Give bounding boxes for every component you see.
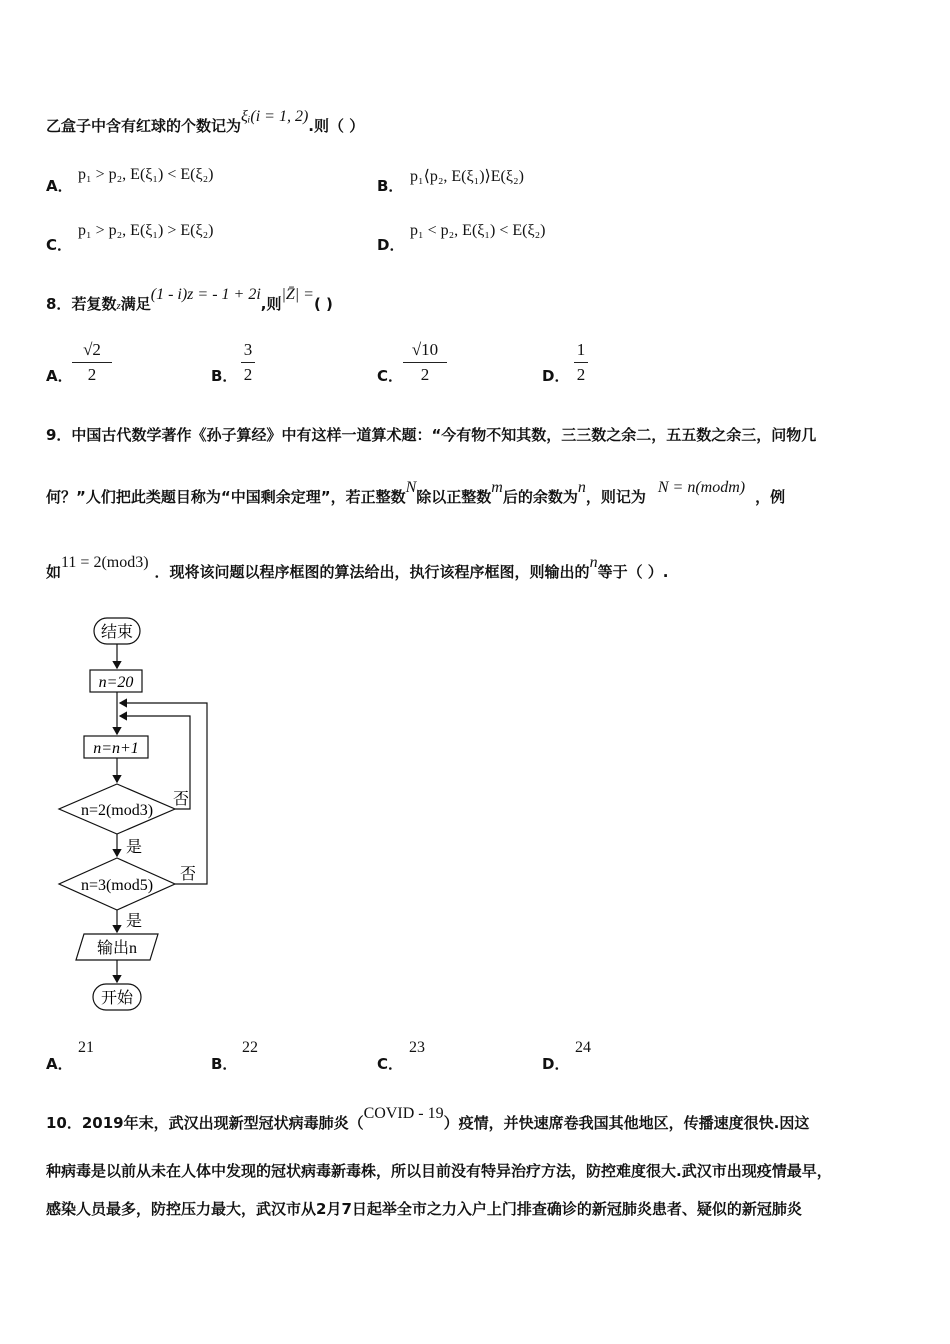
q7-option-c-value: p₁ > p₂, E(ξ₁) > E(ξ₂) (78, 222, 214, 239)
flowchart (50, 608, 290, 1018)
q8-stem (46, 286, 333, 314)
q9-option-b-value: 22 (242, 1039, 258, 1056)
q10-line1b: ）疫情，并快速席卷我国其他地区，传播速度很快.因这 (443, 1114, 810, 1132)
flowchart-init-text: n=20 (98, 674, 134, 691)
q8-option-b-fraction (228, 340, 268, 385)
q9-var-n2: n (589, 554, 598, 571)
q8-option-c-den: 2 (420, 365, 430, 384)
q9-option-a-label: A． (46, 1055, 73, 1073)
q7-option-a-value: p₁ > p₂, E(ξ₁) < E(ξ₂) (78, 166, 214, 183)
q7-option-c-label: C． (46, 236, 73, 254)
q8-text2: 满足 (120, 295, 151, 313)
q8-text1: 若复数 (71, 295, 117, 313)
q10-line-2: 种病毒是以前从未在人体中发现的冠状病毒新毒株，所以目前没有特异治疗方法，防控难度很大.武汉市出现疫情最早， (46, 1162, 832, 1180)
q9-option-d-label: D． (542, 1055, 570, 1073)
q9-line3a: 如 (46, 563, 62, 581)
q8-option-d-den: 2 (576, 365, 586, 384)
q7-math: ξᵢ(i = 1, 2) (241, 108, 309, 125)
q9-option-b-label: B． (211, 1055, 238, 1073)
q9-line2c: 后的余数为 (502, 488, 578, 506)
q8-option-a-label: A． (46, 367, 73, 385)
q8-option-d-num: 1 (574, 340, 588, 363)
q9-var-N: N (405, 479, 417, 496)
q8-equation: (1 - i)z = - 1 + 2i (150, 286, 261, 303)
q8-text3: ,则 (260, 295, 282, 313)
q9-line2b: 除以正整数 (416, 488, 492, 506)
q8-option-d-label: D． (542, 367, 570, 385)
q10-covid: COVID - 19 (363, 1105, 444, 1122)
q7-stem-tail (46, 108, 365, 136)
q8-number: 8． (46, 295, 72, 313)
q9-line-1: 9．中国古代数学著作《孙子算经》中有这样一道算术题：“今有物不知其数，三三数之余二，五五数之余三，问物几 (46, 426, 817, 444)
q9-line-3 (46, 554, 669, 582)
q10-line-3: 感染人员最多，防控压力最大，武汉市从2月7日起举全市之力入户上门排查确诊的新冠肺炎患者、疑似的新冠肺炎 (46, 1200, 802, 1218)
q10-line1a: 10．2019年末，武汉出现新型冠状病毒肺炎（ (46, 1114, 364, 1132)
q9-option-c-label: C． (377, 1055, 404, 1073)
flowchart-yes-label-1: 是 (126, 839, 143, 856)
q7-suffix: .则（ ） (308, 117, 365, 135)
q8-option-b-label: B． (211, 367, 238, 385)
q9-var-n: n (577, 479, 586, 496)
flowchart-end-text: 开始 (100, 990, 134, 1007)
q9-example: 11 = 2(mod3) (61, 554, 149, 571)
q9-option-d-value: 24 (575, 1039, 591, 1056)
q9-line3c: 等于（ ）. (597, 563, 669, 581)
flowchart-increment-text: n=n+1 (93, 740, 139, 757)
q8-option-c-label: C． (377, 367, 404, 385)
q8-abs: |Z̄| = (281, 286, 314, 303)
q9-line3b: ．现将该问题以程序框图的算法给出，执行该程序框图，则输出的 (154, 563, 590, 581)
q8-option-c-fraction (403, 340, 447, 385)
q8-option-a-den: 2 (87, 365, 97, 384)
flowchart-loop-2 (120, 703, 207, 884)
q9-option-c-value: 23 (409, 1039, 425, 1056)
q9-notation: N = n(modm) (657, 479, 746, 496)
q7-text: 乙盒子中含有红球的个数记为 (46, 117, 242, 135)
flowchart-start-text: 结束 (100, 624, 134, 641)
q7-option-d-label: D． (377, 236, 405, 254)
q9-line2a: 何？”人们把此类题目称为“中国剩余定理”，若正整数 (46, 488, 406, 506)
q8-option-b-den: 2 (243, 365, 253, 384)
q8-var-z: z (116, 300, 121, 312)
q9-var-m: m (491, 479, 503, 496)
q8-option-a-num: √2 (72, 340, 112, 363)
q7-option-b-label: B． (377, 177, 404, 195)
flowchart-no-label-1: 否 (173, 791, 190, 808)
q8-paren: ( ) (313, 295, 333, 313)
q8-option-a-fraction (72, 340, 112, 385)
flowchart-no-label-2: 否 (180, 866, 197, 883)
q8-option-d-fraction (561, 340, 601, 385)
q8-option-c-num: √10 (403, 340, 447, 363)
q10-line-1 (46, 1105, 810, 1133)
q7-option-d-value: p₁ < p₂, E(ξ₁) < E(ξ₂) (410, 222, 546, 239)
q9-option-a-value: 21 (78, 1039, 94, 1056)
q7-option-a-label: A． (46, 177, 73, 195)
flowchart-cond1-text: n=2(mod3) (80, 802, 154, 819)
flowchart-cond2-text: n=3(mod5) (80, 877, 154, 894)
flowchart-output-text: 输出n (96, 940, 138, 957)
q9-line2e: ，例 (755, 488, 786, 506)
q9-line2d: ，则记为 (585, 488, 646, 506)
q9-line-2 (46, 479, 786, 507)
q7-option-b-value: p₁⟨p₂, E(ξ₁)⟩E(ξ₂) (410, 168, 524, 185)
q8-option-b-num: 3 (241, 340, 255, 363)
flowchart-yes-label-2: 是 (126, 913, 143, 930)
